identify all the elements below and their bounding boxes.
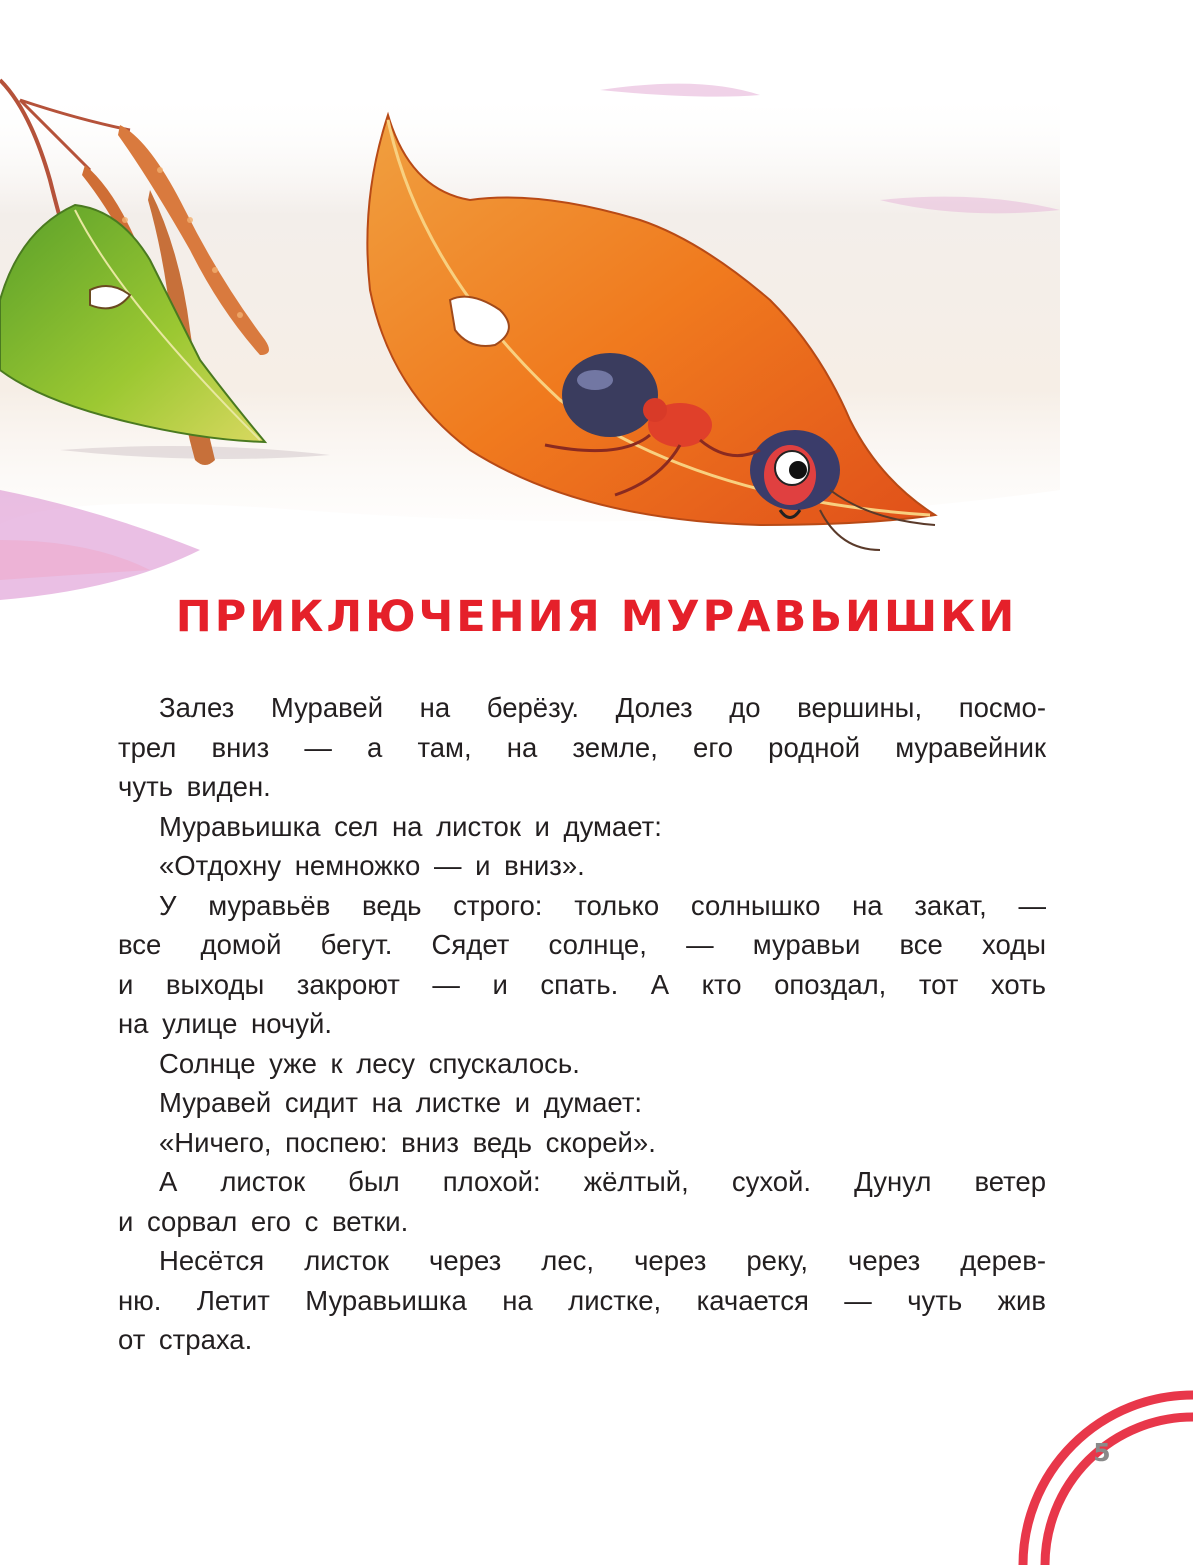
story-text [118, 688, 1046, 1360]
text-line: трел вниз — а там, на земле, его родной муравейник [118, 731, 1046, 763]
text-line: «Ничего, поспею: вниз ведь скорей». [159, 1126, 656, 1158]
text-line: и сорвал его с ветки. [118, 1205, 409, 1237]
page-number-circles [1010, 1370, 1193, 1565]
text-line: Муравей сидит на листке и думает: [159, 1087, 643, 1118]
text-line: Солнце уже к лесу спускалось. [159, 1047, 580, 1079]
text-line: и выходы закроют — и спать. А кто опоздал, тот хоть [118, 968, 1046, 1000]
text-line: от страха. [118, 1324, 253, 1355]
ant-on-leaf-illustration [0, 70, 1193, 610]
text-line: У муравьёв ведь строго: только солнышко на закат, — [159, 889, 1046, 921]
text-line: на улице ночуй. [118, 1008, 333, 1039]
story-title: ПРИКЛЮЧЕНИЯ МУРАВЬИШКИ [175, 592, 1018, 642]
text-line: чуть виден. [118, 771, 271, 802]
text-line: А листок был плохой: жёлтый, сухой. Дунул ветер [159, 1166, 1046, 1197]
page-number: 5 [1093, 1438, 1111, 1467]
text-line: Залез Муравей на берёзу. Долез до вершины, посмо- [159, 692, 1046, 723]
text-line: Несётся листок через лес, через реку, через дерев- [159, 1245, 1046, 1276]
text-line: ню. Летит Муравьишка на листке, качается — чуть жив [118, 1284, 1046, 1316]
text-line: Муравьишка сел на листок и думает: [159, 810, 662, 842]
text-line: «Отдохну немножко — и вниз». [159, 850, 585, 881]
text-line: все домой бегут. Сядет солнце, — муравьи все ходы [118, 929, 1046, 960]
